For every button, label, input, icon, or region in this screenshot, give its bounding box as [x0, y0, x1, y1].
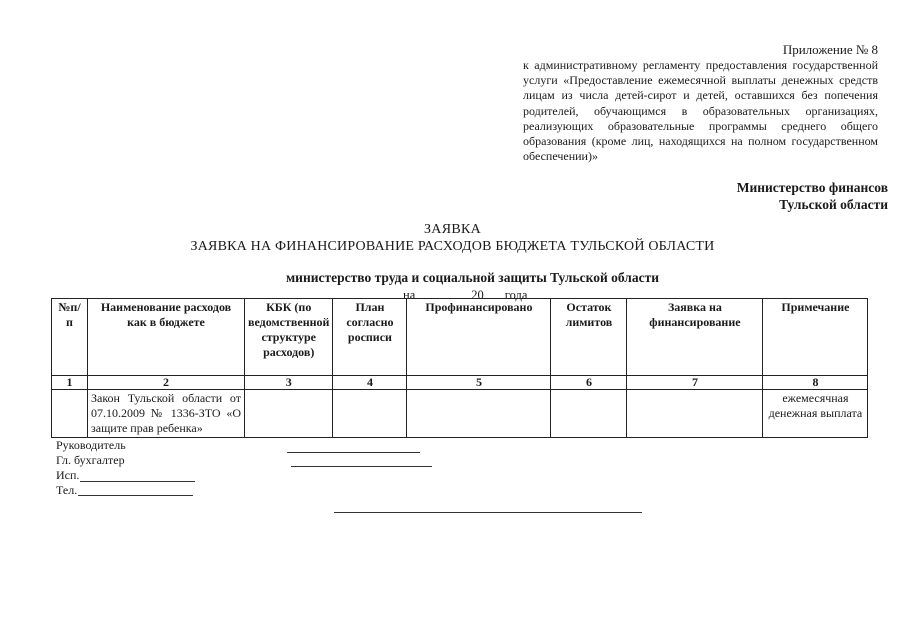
- column-number: 2: [88, 376, 245, 390]
- header-plan: План согласно росписи: [333, 299, 407, 376]
- header-kbk: КБК (по ведомственной структуре расходов): [245, 299, 333, 376]
- header-expense-name: Наименование расходов как в бюджете: [88, 299, 245, 376]
- document-title: ЗАЯВКА: [423, 222, 482, 237]
- cell-plan: [333, 390, 407, 438]
- cell-funding-request: [627, 390, 763, 438]
- column-number: 3: [245, 376, 333, 390]
- document-end-rule: [334, 512, 642, 513]
- cell-number: [52, 390, 88, 438]
- signature-head-label: Руководитель: [56, 438, 126, 452]
- cell-kbk: [245, 390, 333, 438]
- header-note: Примечание: [763, 299, 868, 376]
- appendix-description: к административному регламенту предоставления государственной услуги «Предоставление ежемесячной выплаты денежных средств лицам из числа детей-сирот и детей, оставшихся без попечения родителей, обучающимся в образовательных организациях, реализующих образовательные программы среднего общего образования (кроме лиц, находящихся на полном государственном обеспечении)»: [523, 58, 878, 164]
- column-number: 4: [333, 376, 407, 390]
- column-number: 1: [52, 376, 88, 390]
- date-suffix: года: [504, 288, 528, 302]
- cell-expense-name: Закон Тульской области от 07.10.2009 № 1336-ЗТО «О защите прав ребенка»: [88, 390, 245, 438]
- date-year-prefix: 20: [471, 288, 484, 302]
- column-number: 5: [407, 376, 551, 390]
- phone-line: [78, 495, 193, 496]
- requesting-organization: министерство труда и социальной защиты Тульской области: [285, 270, 660, 285]
- signature-accountant-label: Гл. бухгалтер: [56, 453, 125, 467]
- addressee-line-1: Министерство финансов: [736, 180, 888, 195]
- header-financed: Профинансировано: [407, 299, 551, 376]
- executor-label: Исп.: [56, 468, 80, 482]
- cell-note: ежемесячная денежная выплата: [763, 390, 868, 438]
- table-header-row: [52, 299, 868, 376]
- cell-financed: [407, 390, 551, 438]
- addressee-block: [600, 180, 888, 213]
- signature-head-line: [287, 452, 420, 453]
- column-number-row: [52, 376, 868, 390]
- executor-line: [80, 481, 195, 482]
- signature-accountant-line: [291, 466, 432, 467]
- table-row: [52, 390, 868, 438]
- header-number: №п/п: [52, 299, 88, 376]
- request-table: [51, 298, 868, 438]
- appendix-title: Приложение № 8: [782, 42, 878, 57]
- column-number: 8: [763, 376, 868, 390]
- addressee-line-2: Тульской области: [779, 196, 888, 212]
- date-prefix: на: [403, 288, 416, 302]
- column-number: 6: [551, 376, 627, 390]
- column-number: 7: [627, 376, 763, 390]
- header-funding-request: Заявка на финансирование: [627, 299, 763, 376]
- document-subtitle: ЗАЯВКА НА ФИНАНСИРОВАНИЕ РАСХОДОВ БЮДЖЕТА ТУЛЬСКОЙ ОБЛАСТИ: [190, 239, 715, 254]
- cell-limit-remainder: [551, 390, 627, 438]
- phone-label: Тел.: [56, 483, 78, 497]
- header-limit-remainder: Остаток лимитов: [551, 299, 627, 376]
